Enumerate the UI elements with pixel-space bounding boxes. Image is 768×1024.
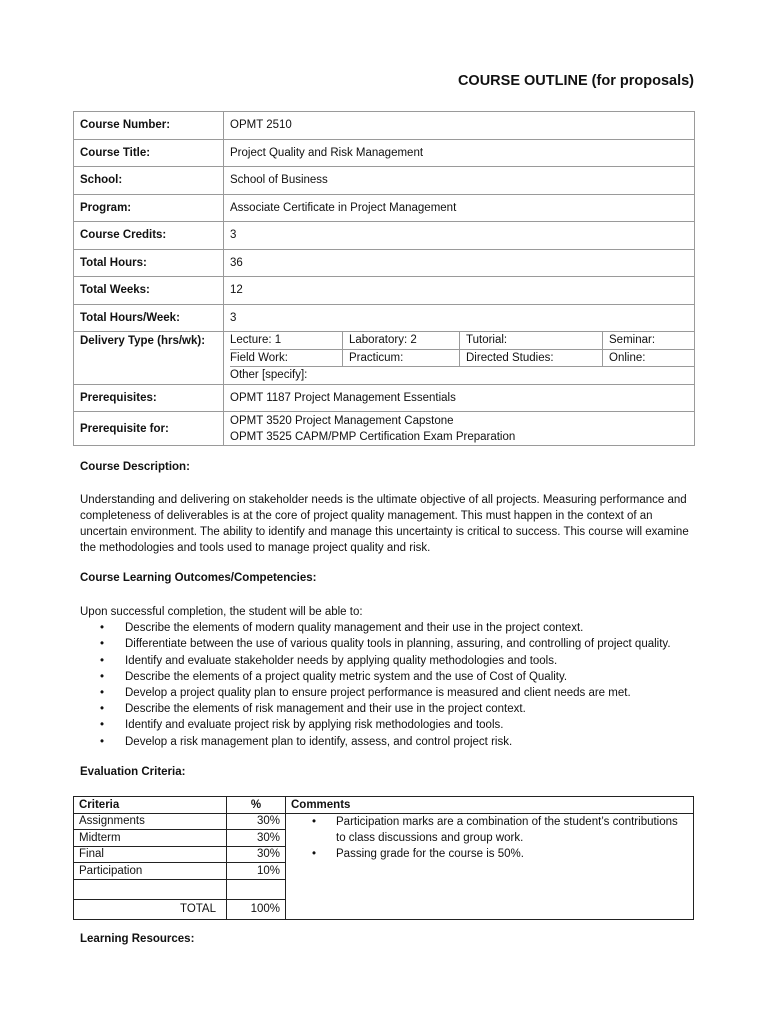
list-item	[80, 636, 671, 652]
percent-cell: 10%	[227, 863, 286, 880]
bullet: •	[100, 622, 105, 635]
comments-header: Comments	[286, 797, 694, 814]
school-value: School of Business	[224, 167, 695, 195]
list-item	[80, 717, 671, 733]
table-row	[74, 304, 695, 332]
evaluation-criteria-heading: Evaluation Criteria:	[80, 766, 186, 778]
table-row	[74, 412, 695, 446]
table-row	[74, 167, 695, 195]
prerequisites-label: Prerequisites:	[74, 384, 224, 412]
bullet: •	[100, 654, 105, 667]
delivery-type-label: Delivery Type (hrs/wk):	[74, 332, 224, 385]
criteria-header: Criteria	[74, 797, 227, 814]
percent-cell: 30%	[227, 813, 286, 830]
bullet: •	[100, 735, 105, 748]
list-item	[80, 685, 671, 701]
table-row	[74, 277, 695, 305]
course-title-value: Project Quality and Risk Management	[224, 139, 695, 167]
criteria-cell: Assignments	[74, 813, 227, 830]
outcomes-list	[80, 620, 671, 750]
percent-cell: 30%	[227, 846, 286, 863]
outcome-text: Describe the elements of modern quality management and their use in the project context.	[125, 622, 584, 635]
outcome-text: Differentiate between the use of various quality tools in planning, assuring, and controlling of project quality.	[125, 638, 671, 651]
learning-outcomes	[80, 604, 671, 750]
total-weeks-label: Total Weeks:	[74, 277, 224, 305]
table-row	[74, 222, 695, 250]
prerequisite-for-item: OPMT 3525 CAPM/PMP Certification Exam Preparation	[230, 430, 516, 443]
learning-outcomes-heading: Course Learning Outcomes/Competencies:	[80, 572, 317, 584]
list-item	[286, 814, 693, 846]
table-row	[74, 194, 695, 222]
prerequisites-value: OPMT 1187 Project Management Essentials	[224, 384, 695, 412]
total-hours-week-label: Total Hours/Week:	[74, 304, 224, 332]
learning-resources-heading: Learning Resources:	[80, 933, 195, 945]
delivery-type-cell	[224, 332, 695, 385]
prerequisite-for-item: OPMT 3520 Project Management Capstone	[230, 414, 454, 427]
outcome-text: Describe the elements of a project quality metric system and the use of Cost of Quality.	[125, 670, 568, 683]
course-title-label: Course Title:	[74, 139, 224, 167]
outcome-text: Identify and evaluate stakeholder needs by applying quality methodologies and tools.	[125, 654, 558, 667]
program-value: Associate Certificate in Project Management	[224, 194, 695, 222]
prerequisite-for-value	[224, 412, 695, 446]
bullet: •	[100, 719, 105, 732]
total-hours-label: Total Hours:	[74, 249, 224, 277]
bullet: •	[312, 815, 317, 828]
laboratory-hours: Laboratory: 2	[343, 332, 460, 349]
table-row	[74, 139, 695, 167]
prerequisite-for-label: Prerequisite for:	[74, 412, 224, 446]
table-row	[74, 813, 694, 830]
table-row	[74, 797, 694, 814]
program-label: Program:	[74, 194, 224, 222]
list-item	[80, 734, 671, 750]
table-row	[74, 332, 695, 385]
table-row	[74, 112, 695, 140]
criteria-cell: Final	[74, 846, 227, 863]
course-credits-label: Course Credits:	[74, 222, 224, 250]
bullet: •	[100, 687, 105, 700]
course-credits-value: 3	[224, 222, 695, 250]
course-info-table	[73, 111, 695, 446]
outcome-text: Identify and evaluate project risk by applying risk methodologies and tools.	[125, 719, 504, 732]
comment-text: Passing grade for the course is 50%.	[336, 847, 524, 860]
list-item	[80, 653, 671, 669]
field-work-hours: Field Work:	[230, 349, 343, 367]
bullet: •	[100, 703, 105, 716]
total-value: 100%	[227, 899, 286, 919]
comment-text: Participation marks are a combination of the student’s contributions to class discussions and group work.	[336, 815, 678, 844]
outcome-text: Develop a project quality plan to ensure project performance is measured and client needs are met.	[125, 687, 631, 700]
seminar-hours: Seminar:	[603, 332, 695, 349]
list-item	[80, 701, 671, 717]
bullet: •	[100, 638, 105, 651]
outcome-text: Describe the elements of risk management and their use in the project context.	[125, 703, 526, 716]
tutorial-hours: Tutorial:	[460, 332, 603, 349]
document-title: COURSE OUTLINE (for proposals)	[457, 73, 694, 89]
list-item	[80, 669, 671, 685]
evaluation-table	[73, 796, 694, 920]
course-description-text: Understanding and delivering on stakeholder needs is the ultimate objective of all projects. Measuring performance and completeness of deliverables is at the core of project quality management. This must happen in the context of an uncertain environment. The ability to identify and manage this uncertainty is critical to success. This course will examine the methodologies and tools used to manage project quality and risk.	[80, 494, 689, 554]
percent-header: %	[227, 797, 286, 814]
criteria-cell: Midterm	[74, 830, 227, 847]
other-delivery: Other [specify]:	[230, 369, 308, 382]
school-label: School:	[74, 167, 224, 195]
criteria-cell	[74, 879, 227, 899]
total-hours-week-value: 3	[224, 304, 695, 332]
comments-cell	[286, 813, 694, 919]
delivery-grid	[230, 332, 694, 384]
course-description-heading: Course Description:	[80, 461, 190, 473]
list-item	[286, 846, 693, 862]
list-item	[80, 620, 671, 636]
total-label: TOTAL	[74, 899, 227, 919]
bullet: •	[312, 847, 317, 860]
comments-list	[286, 814, 693, 862]
practicum-hours: Practicum:	[343, 349, 460, 367]
course-number-label: Course Number:	[74, 112, 224, 140]
outcomes-intro: Upon successful completion, the student will be able to:	[80, 606, 363, 618]
table-row	[74, 384, 695, 412]
percent-cell	[227, 879, 286, 899]
criteria-cell: Participation	[74, 863, 227, 880]
bullet: •	[100, 670, 105, 683]
course-number-value: OPMT 2510	[224, 112, 695, 140]
online-hours: Online:	[603, 349, 695, 367]
outcome-text: Develop a risk management plan to identify, assess, and control project risk.	[125, 735, 513, 748]
total-weeks-value: 12	[224, 277, 695, 305]
percent-cell: 30%	[227, 830, 286, 847]
lecture-hours: Lecture: 1	[230, 332, 343, 349]
total-hours-value: 36	[224, 249, 695, 277]
directed-studies-hours: Directed Studies:	[460, 349, 603, 367]
table-row	[74, 249, 695, 277]
